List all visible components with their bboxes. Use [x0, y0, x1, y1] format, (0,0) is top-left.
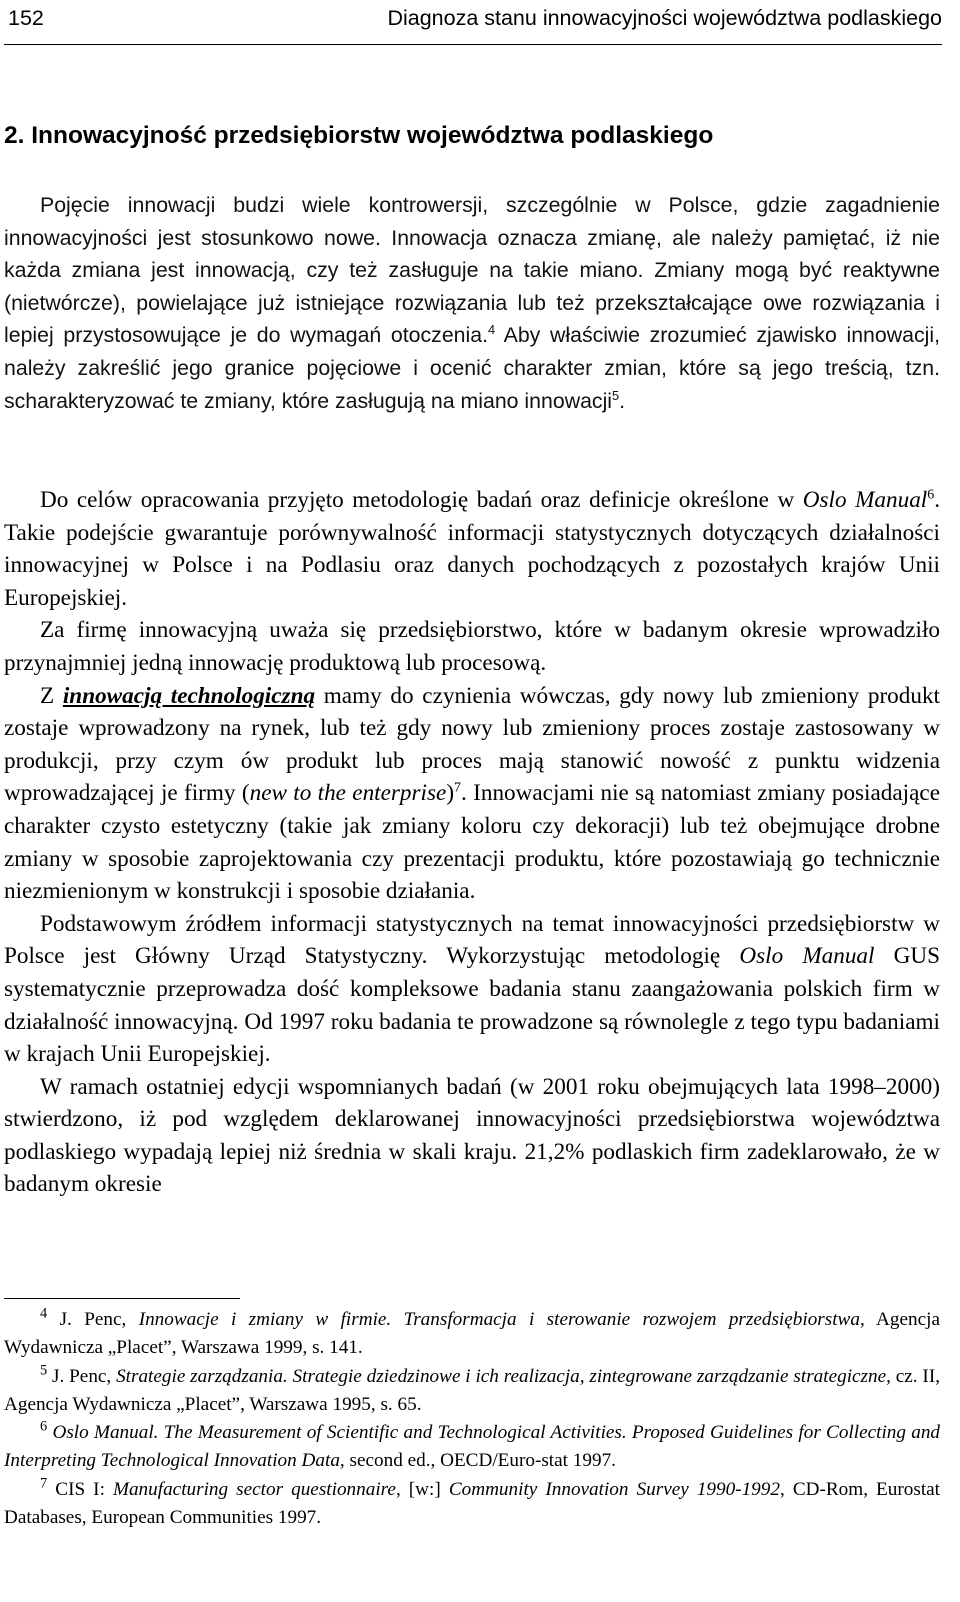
body-text: [4, 484, 940, 1201]
paragraph: Z innowacją technologiczną mamy do czynienia wówczas, gdy nowy lub zmieniony produkt zostaje wprowadzony na rynek, lub też gdy nowy lub zmieniony proces zostaje zastosowany w produkcji, przy czym ów produkt lub proces mają stanowić nowość z punktu widzenia wprowadzającej je firmy (new to the enterprise)$^7$. Innowacjami nie są natomiast zmiany posiadające charakter czysto estetyczny (takie jak zmiany koloru czy dekoracji) lub też obejmujące drobne zmiany w sposobie zaprojektowania czy prezentacji produktu, które pozostawiają go technicznie niezmienionym w konstrukcji i sposobie działania.: [4, 682, 940, 905]
section-title: 2. Innowacyjność przedsiębiorstw województwa podlaskiego: [4, 122, 714, 149]
paragraph: Do celów opracowania przyjęto metodologię badań oraz definicje określone w Oslo Manual$^6$. Takie podejście gwarantuje porównywalność informacji statystycznych dotyczących działalności innowacyjnej w Polsce i na Podlasiu oraz danych pochodzących z pozostałych krajów Unii Europejskiej.: [4, 487, 940, 611]
running-header: [4, 0, 942, 45]
paragraph: Za firmę innowacyjną uważa się przedsiębiorstwo, które w badanym okresie wprowadziło przynajmniej jedną innowację produktową lub procesową.: [4, 617, 940, 676]
intro-text: [4, 189, 940, 417]
paragraph: Podstawowym źródłem informacji statystycznych na temat innowacyjności przedsiębiorstw w Polsce jest Główny Urząd Statystyczny. Wykorzystując metodologię Oslo Manual GUS systematycznie przeprowadza dość kompleksowe badania stanu zaangażowania polskich firm w działalność innowacyjną. Od 1997 roku badania te prowadzone są równolegle z tego typu badaniami w krajach Unii Europejskiej.: [4, 910, 941, 1068]
footnote: $^4$ J. Penc, Innowacje i zmiany w firmie. Transformacja i sterowanie rozwojem przedsiębiorstwa, Agencja Wydawnicza „Placet”, Warszawa 1999, s. 141.: [4, 1305, 940, 1359]
paragraph: Pojęcie innowacji budzi wiele kontrowersji, szczególnie w Polsce, gdzie zagadnienie innowacyjności jest stosunkowo nowe. Innowacja oznacza zmianę, ale należy pamiętać, iż nie każda zmiana jest innowacją, czy też zasługuje na takie miano. Zmiany mogą być reaktywne (nietwórcze), powielające już istniejące rozwiązania lub też przekształcające owe rozwiązania i lepiej przystosowujące je do wymagań otoczenia.$^4$ Aby właściwie zrozumieć zjawisko innowacji, należy zakreślić jego granice pojęciowe i ocenić charakter zmian, które są jego treścią, tzn. scharakteryzować te zmiany, które zasługują na miano innowacji$^5$.: [4, 193, 940, 413]
defined-term: innowacją technologiczną: [62, 682, 316, 709]
footnote-ref[interactable]: 5: [612, 387, 620, 403]
footnote-ref[interactable]: 7: [454, 780, 461, 796]
footnote: $^6$ Oslo Manual. The Measurement of Scientific and Technological Activities. Proposed Guidelines for Collecting and Interpreting Technological Innovation Data, second ed., OECD/Euro-stat 1997.: [4, 1418, 941, 1472]
running-title: Diagnoza stanu innowacyjności województwa podlaskiego: [387, 6, 942, 30]
footnote: $^5$ J. Penc, Strategie zarządzania. Strategie dziedzinowe i ich realizacja, zintegrowane zarządzanie strategiczne, cz. II, Agencja Wydawnicza „Placet”, Warszawa 1995, s. 65.: [4, 1362, 941, 1415]
footnotes: [4, 1306, 940, 1532]
footnote-ref[interactable]: 4: [488, 322, 496, 338]
paragraph: W ramach ostatniej edycji wspomnianych badań (w 2001 roku obejmujących lata 1998–2000) stwierdzono, iż pod względem deklarowanej innowacyjności przedsiębiorstwa województwa podlaskiego wypadają lepiej niż średnia w skali kraju. 21,2% podlaskich firm zadeklarowało, że w badanym okresie: [4, 1073, 940, 1198]
footnote-divider: [4, 1298, 240, 1299]
page-number: 152: [8, 6, 44, 30]
footnote: $^7$ CIS I: Manufacturing sector questionnaire, [w:] Community Innovation Survey 1990-1992, CD-Rom, Eurostat Databases, European Communities 1997.: [4, 1475, 940, 1529]
footnote-ref[interactable]: 6: [927, 487, 935, 503]
